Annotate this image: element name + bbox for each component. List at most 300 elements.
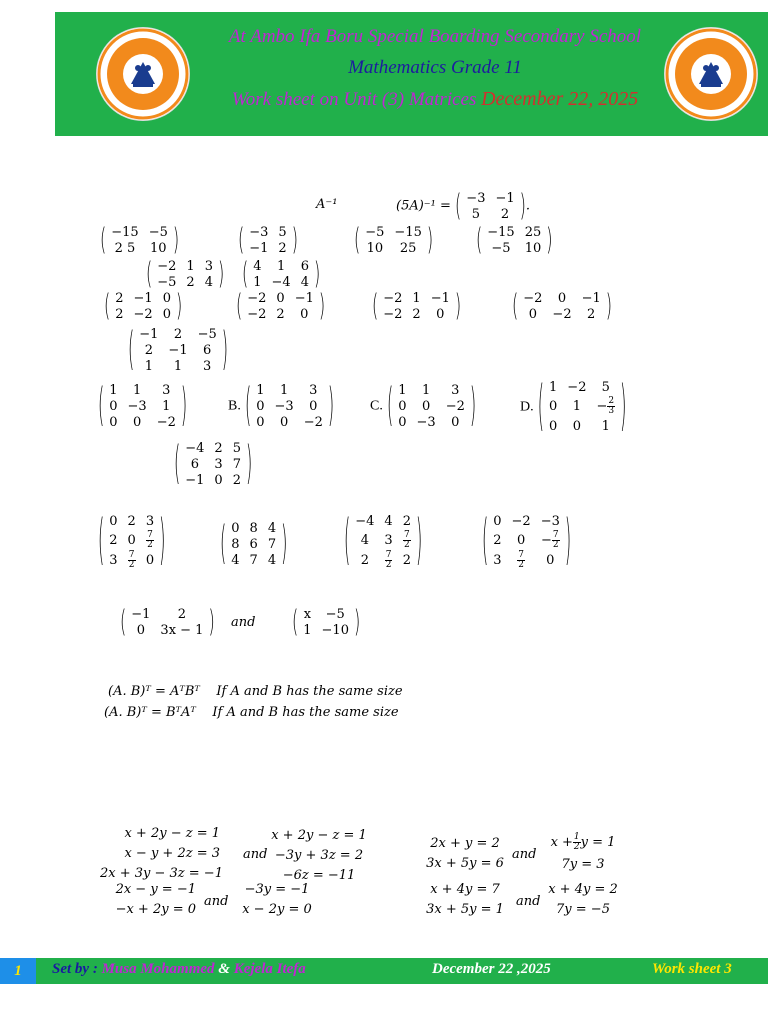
page-number-text: 1 — [14, 963, 22, 979]
footer-band — [0, 958, 768, 984]
matrix-entry: −1 — [133, 290, 153, 306]
eq-line: −x + 2y = 0 — [115, 902, 196, 917]
matrix-entry: −2 — [157, 258, 177, 274]
eq-line: 3x + 5y = 6 — [426, 856, 504, 871]
q1-eq-label: (5A)⁻¹ = — [396, 198, 451, 214]
matrix-entry: 0 — [451, 414, 460, 430]
right-paren: ) — [454, 287, 462, 323]
q2-option-a — [104, 287, 183, 323]
q3-option-a — [98, 377, 188, 432]
matrix-entry: 0 — [109, 414, 118, 430]
eq-line: x + 4y = 7 — [430, 882, 500, 897]
q6-statement-1 — [108, 685, 403, 698]
left-paren: ( — [98, 377, 105, 432]
eq-line: −3y + 3z = 2 — [274, 848, 364, 863]
q2-option-b — [236, 287, 326, 323]
right-paren: ) — [217, 255, 225, 291]
matrix-entry: 2 — [402, 552, 411, 568]
matrix-entry: 0 — [145, 552, 155, 568]
matrix-entry: 0 — [300, 306, 309, 322]
left-paren: ( — [146, 255, 153, 291]
left-paren: ( — [476, 221, 483, 257]
matrix-entry: 0 — [132, 414, 142, 430]
author-1: Musa Mohammed — [101, 961, 215, 977]
matrix-entry: 10 — [524, 240, 542, 256]
eq-line: 2x − y = −1 — [115, 882, 196, 897]
matrix-entry: 0 — [127, 533, 136, 549]
q4-option-d — [482, 506, 572, 572]
system-1 — [100, 824, 223, 884]
right-paren: ) — [415, 506, 423, 572]
matrix-entry: 2 — [173, 326, 183, 342]
matrix-entry: $\frac{7}{2}$ — [128, 549, 135, 570]
right-paren: ) — [353, 603, 361, 639]
matrix-entry: 4 — [267, 520, 277, 536]
matrix — [242, 255, 321, 291]
matrix-entry: 2 — [127, 514, 136, 530]
matrix-entry: −2 — [511, 514, 531, 530]
denominator: 2 — [573, 842, 580, 852]
matrix-entry: −1 — [168, 342, 188, 358]
matrix-entry: 10 — [150, 240, 167, 256]
matrix-entry: 1 — [276, 258, 286, 274]
matrix-entry: −5 — [148, 224, 168, 240]
right-paren: ) — [175, 287, 183, 323]
right-paren: ) — [318, 287, 326, 323]
matrix-entry: −4 — [271, 274, 291, 290]
matrix-entry: 2 — [587, 306, 596, 322]
matrix-entry: −2 — [567, 380, 587, 396]
matrix-entry: 0 — [493, 514, 502, 530]
system-8 — [545, 880, 621, 920]
fraction — [573, 833, 581, 852]
q2-matrix-2 — [242, 255, 321, 291]
matrix-entry: −3 — [249, 224, 269, 240]
matrix-entry: 6 — [203, 342, 212, 358]
matrix-entry: 2 — [360, 552, 369, 568]
matrix-entry: −1 — [581, 290, 601, 306]
q3-option-c — [370, 377, 477, 432]
matrix-entry: −2 — [247, 306, 267, 322]
matrix-entry: 6 — [249, 536, 258, 552]
matrix-entry: 0 — [549, 418, 558, 434]
matrix-entry: 5 — [471, 206, 481, 222]
right-paren: ) — [546, 221, 553, 257]
q5-matrix-1 — [120, 603, 215, 639]
matrix-entry: 1 — [132, 382, 142, 398]
left-paren: ( — [372, 287, 379, 323]
matrix-entry: −5 — [197, 326, 217, 342]
matrix-entry: 0 — [136, 622, 145, 638]
matrix-entry: 5 — [601, 380, 610, 396]
right-paren: ) — [469, 377, 477, 432]
q6-line1-lhs: (A. B)ᵀ = AᵀBᵀ — [108, 684, 200, 699]
right-paren: ) — [313, 255, 321, 291]
matrix-entry: 2 — [214, 440, 223, 456]
matrix-entry: −2 — [523, 290, 543, 306]
matrix-entry: 0 — [279, 414, 289, 430]
q4-option-b — [220, 515, 288, 570]
eq-line: 7y = 3 — [561, 857, 605, 872]
q1-option-a — [100, 221, 180, 257]
matrix-entry: 2 5 — [114, 240, 136, 256]
matrix-entry: 1 — [279, 382, 289, 398]
matrix-entry: 6 — [300, 258, 309, 274]
matrix-entry: −5 — [325, 606, 345, 622]
right-paren: ) — [519, 187, 526, 223]
matrix-entry: 8 — [231, 536, 240, 552]
matrix — [220, 515, 288, 570]
left-paren: ( — [344, 506, 351, 572]
matrix-entry: 0 — [398, 414, 407, 430]
matrix-entry: 2 — [232, 472, 241, 488]
matrix-entry: 0 — [309, 398, 318, 414]
header-date: December 22, 2025 — [481, 88, 639, 110]
matrix-entry: −2 — [383, 306, 403, 322]
matrix-entry: −10 — [321, 622, 349, 638]
left-paren: ( — [242, 255, 249, 291]
eq-part: y = 1 — [580, 835, 616, 850]
right-paren: ) — [180, 377, 188, 432]
matrix-entry: 2 — [115, 306, 124, 322]
eq-line-with-fraction — [545, 832, 621, 854]
matrix-entry: −5 — [157, 274, 177, 290]
left-paren: ( — [104, 287, 111, 323]
matrix-entry: 7 — [232, 456, 241, 472]
matrix-entry: 3x − 1 — [160, 622, 204, 638]
q6-line2-rhs: If A and B has the same size — [212, 705, 399, 720]
left-paren: ( — [98, 506, 105, 572]
left-paren: ( — [292, 603, 299, 639]
left-paren: ( — [236, 287, 243, 323]
q2-option-c — [372, 287, 462, 323]
matrix — [238, 221, 298, 257]
q5-matrix-2 — [292, 603, 361, 639]
left-paren: ( — [220, 515, 227, 570]
matrix-entry: 0 — [276, 290, 285, 306]
matrix-entry: 0 — [549, 399, 558, 415]
matrix-entry: 0 — [398, 398, 407, 414]
left-paren: ( — [238, 221, 245, 257]
matrix-entry: −3 — [416, 414, 436, 430]
matrix-entry: 8 — [249, 520, 258, 536]
matrix-entry: $\frac{7}{2}$ — [147, 530, 153, 551]
matrix-entry: 4 — [360, 533, 369, 549]
matrix-entry: 3 — [109, 552, 118, 568]
system-6 — [545, 832, 621, 876]
q2-option-d — [512, 287, 613, 323]
matrix-entry: 3 — [203, 358, 212, 374]
right-paren: ) — [426, 221, 434, 257]
matrix-entry: −1 — [185, 472, 205, 488]
matrix — [174, 435, 253, 490]
matrix-entry: 4 — [267, 552, 277, 568]
ampersand: & — [218, 961, 230, 977]
matrix-entry: 0 — [231, 520, 240, 536]
worksheet-title-line — [205, 88, 665, 111]
matrix-entry: −3 — [540, 514, 560, 530]
matrix-entry: 4 — [253, 258, 262, 274]
left-paren: ( — [174, 435, 181, 490]
matrix-entry: 1 — [412, 290, 421, 306]
matrix-entry: 1 — [421, 382, 431, 398]
page-number — [0, 958, 36, 984]
footer-worksheet: Work sheet 3 — [652, 961, 732, 977]
matrix-entry: 1 — [253, 274, 262, 290]
eq-line: −6z = −11 — [282, 868, 356, 883]
matrix-entry: 0 — [557, 290, 567, 306]
matrix-entry: 0 — [572, 418, 582, 434]
right-paren: ) — [245, 435, 253, 490]
matrix-entry: 2 — [500, 206, 510, 222]
matrix-entry: 0 — [546, 552, 555, 568]
matrix — [244, 377, 335, 432]
matrix — [98, 506, 166, 572]
q6-line2-lhs: (A. B)ᵀ = BᵀAᵀ — [104, 705, 196, 720]
q1-option-d — [476, 221, 553, 257]
eq-line: −3y = −1 — [244, 882, 310, 897]
matrix-entry: 0 — [109, 398, 118, 414]
matrix-entry: 1 — [173, 358, 183, 374]
eq-line: x + 2y − z = 1 — [124, 826, 220, 841]
matrix-entry: 3 — [451, 382, 460, 398]
matrix-entry: −3 — [466, 190, 486, 206]
right-paren: ) — [564, 506, 572, 572]
matrix-entry: 0 — [162, 306, 171, 322]
school-logo-right — [665, 28, 757, 120]
matrix-entry: −1 — [430, 290, 450, 306]
matrix — [386, 377, 477, 432]
matrix-entry: −2 — [303, 414, 323, 430]
matrix-entry: 0 — [421, 398, 431, 414]
subject-title: Mathematics Grade 11 — [348, 57, 522, 78]
matrix-entry: −15 — [111, 224, 139, 240]
left-paren: ( — [482, 506, 489, 572]
matrix — [372, 287, 462, 323]
footer-date: December 22 ,2025 — [432, 961, 551, 977]
q3-option-b — [228, 377, 335, 432]
matrix-entry: −1 — [139, 326, 159, 342]
matrix-entry: 1 — [162, 398, 171, 414]
matrix-entry: 25 — [399, 240, 417, 256]
q4-given-matrix — [174, 435, 253, 490]
system-3 — [100, 880, 196, 920]
and-label: and — [243, 847, 268, 862]
q1-option-b — [238, 221, 298, 257]
and-label: and — [512, 847, 537, 862]
matrix-entry: 0 — [256, 398, 265, 414]
left-paren: ( — [128, 321, 135, 376]
q6-line1-rhs: If A and B has the same size — [216, 684, 403, 699]
matrix-entry: 2 — [493, 533, 502, 549]
matrix-entry: 3 — [309, 382, 318, 398]
matrix-entry: 1 — [601, 418, 610, 434]
matrix-entry: −15 — [487, 224, 515, 240]
matrix — [482, 506, 572, 572]
numerator: 1 — [573, 832, 580, 842]
a-inverse: A⁻¹ — [316, 197, 338, 212]
matrix-entry: 5 — [278, 224, 287, 240]
matrix — [128, 321, 229, 376]
matrix-entry: −2 — [552, 306, 572, 322]
eq-line: x − y + 2z = 3 — [124, 846, 220, 861]
q4-option-a — [98, 506, 166, 572]
matrix-entry: −2 — [133, 306, 153, 322]
option-label-b: B. — [228, 398, 241, 414]
right-paren: ) — [620, 372, 627, 438]
matrix-entry: −15 — [394, 224, 422, 240]
matrix-entry: −2 — [247, 290, 267, 306]
right-paren: ) — [208, 603, 215, 639]
and-label: and — [204, 894, 229, 909]
matrix-entry: −4 — [355, 514, 375, 530]
matrix-entry: 4 — [231, 552, 240, 568]
matrix-entry: 10 — [366, 240, 384, 256]
eq-line: 3x + 5y = 1 — [426, 902, 504, 917]
matrix — [120, 603, 215, 639]
system-4 — [234, 880, 320, 920]
footer-credits — [52, 961, 306, 978]
matrix-entry: 2 — [177, 606, 187, 622]
logo-emblem-icon — [97, 28, 189, 120]
q3-given-matrix — [128, 321, 229, 376]
matrix-entry: 1 — [109, 382, 118, 398]
left-paren: ( — [244, 377, 252, 432]
logo-emblem-icon — [665, 28, 757, 120]
q6-statement-2 — [104, 706, 399, 719]
q5-and: and — [231, 615, 256, 630]
right-paren: ) — [281, 515, 288, 570]
matrix-entry: 2 — [115, 290, 124, 306]
q2-matrix-1 — [146, 255, 225, 291]
system-7 — [422, 880, 508, 920]
right-paren: ) — [291, 221, 298, 257]
left-paren: ( — [386, 377, 394, 432]
matrix-entry: 4 — [204, 274, 213, 290]
left-paren: ( — [537, 372, 545, 438]
eq-line: 7y = −5 — [556, 902, 610, 917]
matrix-entry: 0 — [162, 290, 171, 306]
matrix-entry: 3 — [493, 552, 502, 568]
matrix-entry: 2 — [186, 274, 195, 290]
matrix-entry: −3 — [274, 398, 294, 414]
matrix — [236, 287, 326, 323]
left-paren: ( — [512, 287, 519, 323]
matrix-entry: 1 — [572, 399, 582, 415]
system-2 — [268, 826, 370, 886]
right-paren: ) — [605, 287, 613, 323]
matrix-entry: −5 — [365, 224, 385, 240]
left-paren: ( — [354, 221, 361, 257]
matrix-entry: 7 — [267, 536, 277, 552]
matrix-entry: 0 — [436, 306, 445, 322]
matrix-entry: −1 — [294, 290, 314, 306]
matrix-entry: 2 — [109, 533, 118, 549]
right-paren: ) — [159, 506, 166, 572]
school-name: At Ambo Ifa Boru Special Boarding Secondary School — [228, 26, 642, 47]
option-label-d: D. — [520, 399, 534, 415]
matrix-entry: 0 — [109, 514, 118, 530]
matrix-entry: 3 — [204, 258, 213, 274]
matrix — [104, 287, 183, 323]
matrix-entry: $\frac{7}{2}$ — [403, 530, 410, 551]
eq-line: 2x + 3y − 3z = −1 — [100, 866, 223, 881]
matrix-entry: − $\frac{2}{3}$ — [596, 396, 615, 417]
matrix-entry: 1 — [303, 622, 312, 638]
matrix-entry: 2 — [402, 514, 411, 530]
matrix-entry: 0 — [214, 472, 223, 488]
worksheet-title: Work sheet on Unit (3) Matrices — [231, 89, 477, 110]
matrix-entry: 2 — [278, 240, 287, 256]
right-paren: ) — [172, 221, 180, 257]
matrix-entry: 25 — [524, 224, 542, 240]
matrix — [292, 603, 361, 639]
matrix-entry: 0 — [256, 414, 265, 430]
left-paren: ( — [100, 221, 107, 257]
matrix-entry: 2 — [144, 342, 153, 358]
q3-option-d — [520, 372, 627, 438]
matrix-entry: −3 — [127, 398, 147, 414]
q4-option-c — [344, 506, 423, 572]
matrix-entry: 3 — [214, 456, 223, 472]
matrix-entry: 6 — [190, 456, 199, 472]
matrix-entry: −5 — [491, 240, 511, 256]
matrix — [354, 221, 434, 257]
right-paren: ) — [221, 321, 229, 376]
left-paren: ( — [120, 603, 127, 639]
matrix — [537, 372, 627, 438]
q1-equation: (5A)⁻¹ = ( −3 −1 5 2 ) . — [396, 187, 531, 223]
system-5 — [422, 834, 508, 874]
right-paren: ) — [327, 377, 335, 432]
matrix-entry: 0 — [516, 533, 526, 549]
matrix-entry: 3 — [162, 382, 171, 398]
matrix-entry: 1 — [549, 380, 558, 396]
matrix-entry: $\frac{7}{2}$ — [518, 549, 524, 570]
matrix-entry: −1 — [131, 606, 151, 622]
matrix-entry: −1 — [495, 190, 515, 206]
eq-line: x − 2y = 0 — [242, 902, 312, 917]
matrix-entry: − $\frac{7}{2}$ — [540, 530, 559, 551]
and-label: and — [516, 894, 541, 909]
matrix-entry: 3 — [145, 514, 155, 530]
matrix — [146, 255, 225, 291]
matrix-entry: −2 — [383, 290, 403, 306]
matrix — [100, 221, 180, 257]
matrix-entry: −4 — [185, 440, 205, 456]
eq-line: 2x + y = 2 — [430, 836, 500, 851]
q1-option-c — [354, 221, 434, 257]
matrix-entry: 4 — [384, 514, 393, 530]
eq-line: x + 4y = 2 — [548, 882, 618, 897]
matrix — [344, 506, 423, 572]
matrix-entry: 4 — [300, 274, 309, 290]
matrix-entry: −1 — [249, 240, 269, 256]
matrix-entry: −2 — [156, 414, 176, 430]
set-by-label: Set by : — [52, 961, 98, 977]
matrix-entry: 2 — [276, 306, 285, 322]
eq-line: x + 2y − z = 1 — [271, 828, 367, 843]
matrix-entry: 1 — [256, 382, 265, 398]
matrix — [476, 221, 553, 257]
matrix-entry: 1 — [144, 358, 153, 374]
matrix-entry: 3 — [384, 533, 393, 549]
option-label-c: C. — [370, 398, 383, 414]
left-paren: ( — [455, 187, 462, 223]
matrix — [512, 287, 613, 323]
eq-part: x + — [550, 835, 573, 850]
matrix-entry: 2 — [412, 306, 421, 322]
